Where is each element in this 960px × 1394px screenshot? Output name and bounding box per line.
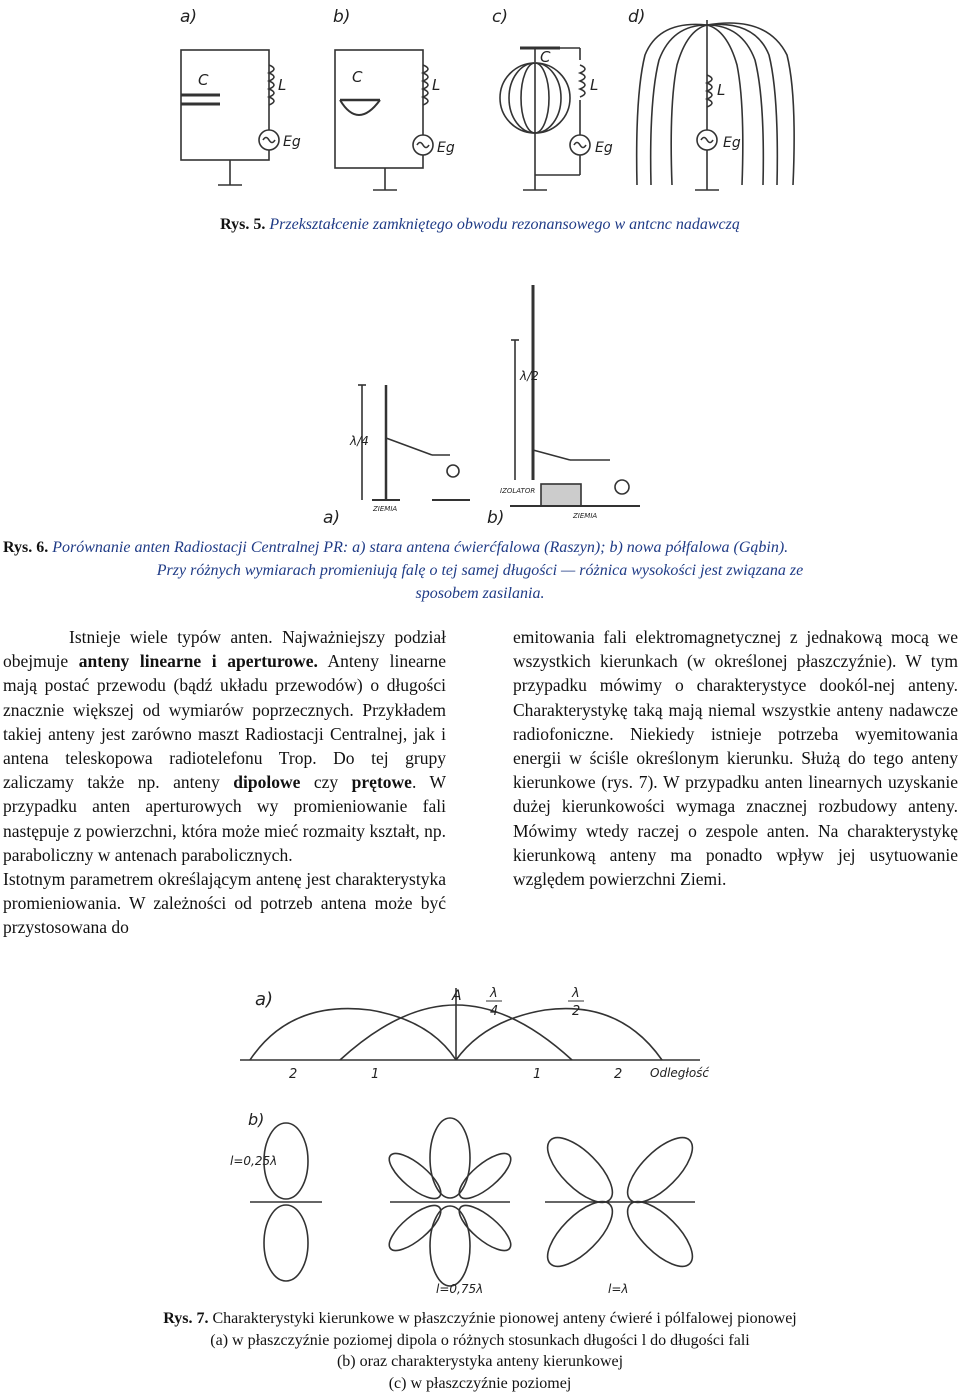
fig5-label-c: c) [492,7,508,27]
figure-6-antennas [0,280,960,530]
fig7-caption-line1-text: Charakterystyki kierunkowe w płaszczyźnie pionowej anteny ćwieré i pólfalowej pionowej [212,1310,797,1327]
fig7-dipole-l075 [383,1118,517,1286]
fig7-half-denominator: 2 [572,1004,581,1019]
fig7-caption-line-2: (a) w płaszczyźnie poziomej dipola o różnych stosunkach długości l do długości fali [210,1331,750,1349]
fig7-tick-2-left: 2 [289,1067,298,1082]
fig5-caption-number: Rys. 5. [220,216,266,233]
fig7-lambda-half: λ [572,986,580,1001]
fig5b-c-label: C [352,68,363,86]
fig7-tick-1-left: 1 [371,1067,380,1082]
fig5d-eg-label: Eg [723,135,741,151]
fig6-ziemia-b: ZIEMIA [573,512,598,520]
fig7-vertical-pattern [240,988,700,1060]
fig7-label-a: a) [255,989,274,1010]
antenna-b-half-wave [510,285,640,506]
fig7-tick-2-right: 2 [614,1067,623,1082]
fig5-circuit-a [181,50,279,185]
left-paragraph-1 [3,625,446,867]
fig5c-c-label: C [540,48,551,66]
fig5a-c-label: C [198,71,209,89]
fig7-caption-line-4: (c) w płaszczyźnie poziomej [388,1374,572,1392]
figure-7-patterns [0,980,960,1300]
fig6-caption-line-1 [0,536,960,559]
fig6-caption-line-2: Przy różnych wymiarach promieniują falę o tej samej długości — różnica wysokości jest związana ze [156,562,804,579]
fig6-half-label: λ/2 [520,369,539,383]
fig7-lambda-quarter: λ [490,986,498,1001]
fig5c-eg-label: Eg [595,140,613,156]
fig5-circuit-b [335,50,433,190]
fig5b-eg-label: Eg [437,140,455,156]
fig5b-l-label: L [432,76,441,94]
fig5-caption-text: Przekształcenie zamkniętego obwodu rezonansowego w antcnc nadawczą [269,216,740,233]
fig5-circuit-d [637,20,794,190]
fig7-A-label: A [452,988,462,1004]
figure-5-caption [0,216,960,234]
fig6-ziemia-a: ZIEMIA [373,505,398,513]
fig5-circuit-c [500,48,590,190]
left-p1-bold-pretowe: prętowe [351,772,412,793]
fig7-tick-1-right: 1 [533,1067,542,1082]
figure-5-circuits [0,0,960,205]
left-p1-bold-dipolowe: dipolowe [233,772,301,793]
left-paragraph-2: Istotnym parametrem określającym antenę jest charakterystyka promieniowania. W zależności od potrzeb antena może być przystosowana do [3,869,446,938]
fig6-quarter-label: λ/4 [350,434,369,448]
figure-7-caption [0,1308,960,1394]
left-p1-text-b: Anteny linearne mają postać przewodu (bądź układu przewodów) o długości znacznie większej od wymiarów poprzecznych. Przykładem takiej anteny jest zarówno maszt Radiostacji Centralnej, jak i antena teleskopowa radiotelefonu Trop. Do tej grupy zaliczamy także np. anteny [3,651,446,793]
left-column [3,625,446,940]
fig7-l1-label: l=λ [608,1282,629,1296]
fig5-label-d: d) [628,7,646,27]
fig7-l075-label: l=0,75λ [436,1282,484,1296]
left-p1-text-c: czy [300,772,352,793]
fig7-caption-line-3: (b) oraz charakterystyka anteny kierunkowej [336,1353,624,1370]
fig7-quarter-denominator: 4 [490,1004,499,1019]
antenna-a-quarter-wave [358,385,470,500]
fig7-caption-number: Rys. 7. [163,1310,209,1327]
fig6-caption-line-3: sposobem zasilania. [415,585,545,602]
left-p1-bold: anteny linearne i aperturowe. [78,651,318,672]
fig5a-eg-label: Eg [283,134,301,150]
fig7-label-b: b) [248,1110,265,1129]
fig5-label-a: a) [180,7,198,27]
fig6-label-b: b) [487,508,505,528]
fig6-label-a: a) [323,508,341,528]
figure-6-caption [0,536,960,605]
fig7-distance-label: Odległość [650,1066,710,1080]
right-column [513,625,958,891]
left-p1-text-a: Istnieje wiele typów anten. Najważniejszy podział obejmuje [3,627,446,672]
fig6-caption-line1-text: Porównanie anten Radiostacji Centralnej PR: a) stara antena ćwierćfalowa (Raszyn); b) nowa półfalowa (Gąbin). [52,539,789,556]
fig7-caption-line-1 [0,1308,960,1330]
fig6-caption-number: Rys. 6. [3,539,49,556]
fig5c-l-label: L [590,76,599,94]
fig7-dipole-l025 [250,1123,322,1281]
fig7-dipole-l1 [538,1128,703,1277]
fig7-l025-label: l=0,25λ [230,1154,278,1168]
fig5-label-b: b) [333,7,351,27]
fig5d-l-label: L [717,81,726,99]
right-paragraph: emitowania fali elektromagnetycznej z jednakową mocą we wszystkich kierunkach (w określonej płaszczyźnie). W tym przypadku mówimy o charakterystyce dookól-nej anteny. Charakterystykę taką mają niemal wszystkie anteny nadawcze radiofoniczne. Niekiedy istnieje potrzeba wyemitowania energii w ściśle określonym kierunku. Służą do tego anteny kierunkowe (rys. 7). W przypadku anten linearnych uzyskanie dużej kierunkowości wymaga znacznej rozbudowy anteny. Mówimy wtedy raczej o zespole anten. Na charakterystykę kierunkową anteny ma ponadto wpływ jej usytuowanie względem powierzchni Ziemi. [513,627,958,890]
fig6-izolator-label: IZOLATOR [500,487,536,495]
left-p1-text-d: . W przypadku anten aperturowych wy promieniowanie fali następuje z powierzchni, która może mieć rozmaity kształt, np. paraboliczny w antenach parabolicznych. [3,772,446,865]
fig5a-l-label: L [278,76,287,94]
